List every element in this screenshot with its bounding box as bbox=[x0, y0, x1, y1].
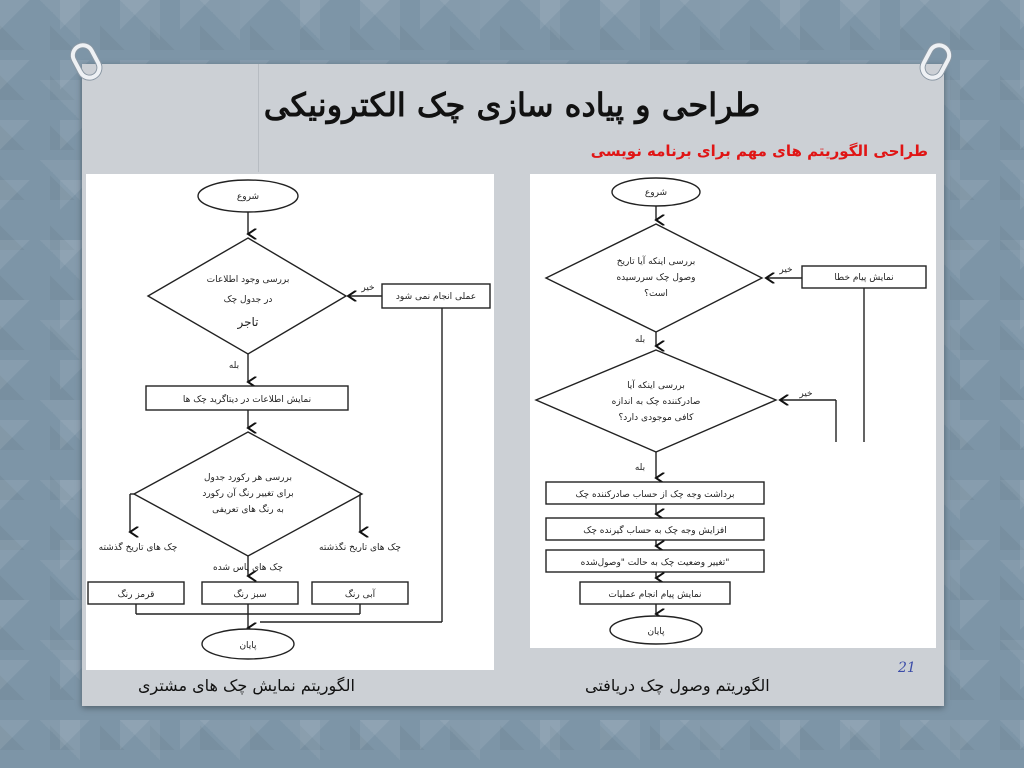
not-expired-checks-label: چک های تاریخ نگذشته bbox=[319, 543, 401, 553]
decision2-text-2: برای تغییر رنگ آن رکورد bbox=[202, 489, 294, 499]
passed-checks-label: چک های پاس شده bbox=[213, 563, 283, 573]
slide-subtitle: طراحی الگوریتم های مهم برای برنامه نویسی bbox=[590, 142, 928, 160]
decision2-text-3: به رنگ های تعریفی bbox=[212, 505, 284, 515]
error-message-label: نمایش پیام خطا bbox=[834, 273, 894, 283]
step4-label: نمایش پیام انجام عملیات bbox=[608, 590, 702, 600]
end-label: پایان bbox=[239, 641, 257, 651]
left-flowchart-panel bbox=[86, 174, 494, 670]
expired-checks-label: چک های تاریخ گذشته bbox=[98, 543, 178, 553]
page-number: 21 bbox=[898, 660, 916, 676]
step1-label: برداشت وجه چک از حساب صادرکننده چک bbox=[575, 490, 735, 500]
green-box-label: سبز رنگ bbox=[233, 590, 267, 600]
right-flowchart-caption: الگوریتم وصول چک دریافتی bbox=[585, 676, 770, 695]
show-data-label: نمایش اطلاعات در دیتاگرید چک ها bbox=[182, 395, 312, 405]
decision1-text-2: در جدول چک bbox=[223, 295, 273, 305]
no-label-1: خیر bbox=[779, 265, 793, 275]
no-label-2: خیر bbox=[799, 389, 813, 399]
right-flowchart-panel bbox=[530, 174, 936, 648]
start-label: شروع bbox=[644, 188, 668, 198]
decision2-text-1: بررسی اینکه آیا bbox=[627, 381, 685, 391]
decision1-text-3: است؟ bbox=[644, 289, 668, 299]
yes-label-1: بله bbox=[634, 335, 646, 345]
end-label: پایان bbox=[647, 627, 665, 637]
step2-label: افزایش وجه چک به حساب گیرنده چک bbox=[583, 526, 727, 536]
decision1-text-2: وصول چک سررسیده bbox=[616, 273, 696, 283]
blue-box-label: آبی رنگ bbox=[344, 590, 376, 600]
yes-label-2: بله bbox=[634, 463, 646, 473]
decision1-text-1: بررسی وجود اطلاعات bbox=[206, 275, 290, 285]
step3-label: تغییر وضعیت چک به حالت "وصول‌شده" bbox=[580, 558, 730, 568]
left-flowchart bbox=[86, 174, 494, 670]
decision1-text-3: تاجر bbox=[237, 315, 259, 329]
slide-title: طراحی و پیاده سازی چک الکترونیکی bbox=[263, 86, 761, 124]
decision2-text-3: کافی موجودی دارد؟ bbox=[618, 413, 694, 423]
yes-label: بله bbox=[228, 361, 240, 371]
decision1-text-1: بررسی اینکه آیا تاریخ bbox=[616, 257, 696, 267]
no-action-label: عملی انجام نمی شود bbox=[395, 292, 477, 302]
start-label: شروع bbox=[236, 192, 260, 202]
no-label: خیر bbox=[361, 283, 375, 293]
left-flowchart-caption: الگوریتم نمایش چک های مشتری bbox=[138, 676, 355, 695]
decision2-text-2: صادرکننده چک به اندازه bbox=[611, 397, 701, 407]
decision2-text-1: بررسی هر رکورد جدول bbox=[204, 473, 292, 483]
red-box-label: قرمز رنگ bbox=[117, 590, 155, 600]
right-flowchart bbox=[530, 174, 936, 648]
